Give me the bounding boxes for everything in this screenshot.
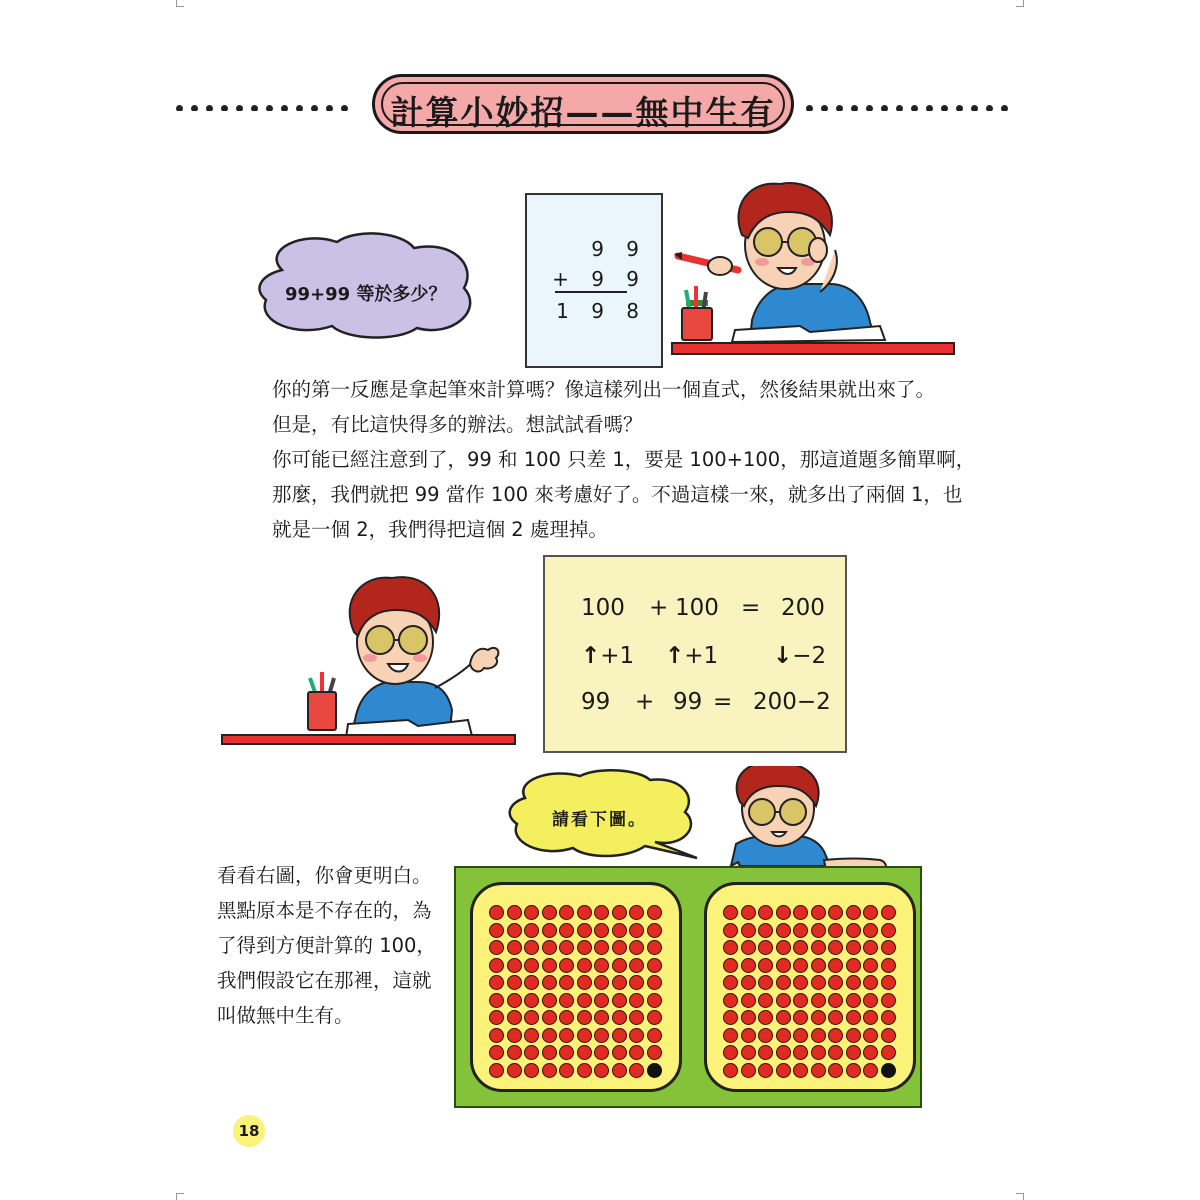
- title-dot: [221, 105, 228, 111]
- red-dot: [758, 958, 773, 973]
- red-dot: [793, 905, 808, 920]
- red-dot: [863, 923, 878, 938]
- red-dot: [758, 975, 773, 990]
- eq-r3-eq: =: [713, 689, 733, 715]
- red-dot: [863, 1010, 878, 1025]
- crop-mark: [1016, 6, 1024, 7]
- red-dot: [612, 1028, 627, 1043]
- red-dot: [594, 1010, 609, 1025]
- red-dot: [594, 975, 609, 990]
- red-dot: [723, 1010, 738, 1025]
- red-dot: [524, 958, 539, 973]
- red-dot: [758, 1063, 773, 1078]
- red-dot: [846, 923, 861, 938]
- title-dot: [911, 105, 918, 111]
- red-dot: [559, 1028, 574, 1043]
- red-dot: [594, 1045, 609, 1060]
- black-dot: [647, 1063, 662, 1078]
- red-dot: [828, 1045, 843, 1060]
- title-dot: [806, 105, 813, 111]
- arrow-down-icon: ↓: [773, 643, 793, 669]
- red-dot: [542, 923, 557, 938]
- black-dot: [881, 1063, 896, 1078]
- red-dot: [828, 1010, 843, 1025]
- red-dot: [629, 975, 644, 990]
- paragraph-line: 那麼，我們就把 99 當作 100 來考慮好了。不過這樣一來，就多出了兩個 1，也: [272, 483, 963, 506]
- red-dot: [647, 958, 662, 973]
- calc-row-2: + 9 9: [552, 267, 647, 291]
- red-dot: [594, 1028, 609, 1043]
- dot-grid: [723, 905, 896, 1078]
- eq-r3-c: 200−2: [753, 689, 831, 715]
- red-dot: [542, 1063, 557, 1078]
- red-dot: [507, 1028, 522, 1043]
- red-dot: [846, 993, 861, 1008]
- red-dot: [559, 923, 574, 938]
- eq-r1-op: +: [649, 595, 669, 621]
- red-dot: [723, 923, 738, 938]
- calc-row-1: 9 9: [591, 237, 647, 261]
- red-dot: [559, 958, 574, 973]
- title-dot: [836, 105, 843, 111]
- title-dot: [326, 105, 333, 111]
- red-dot: [793, 975, 808, 990]
- red-dot: [811, 975, 826, 990]
- side-explanation: [217, 858, 447, 1033]
- red-dot: [559, 905, 574, 920]
- crop-mark: [1023, 1193, 1024, 1200]
- red-dot: [828, 1028, 843, 1043]
- page-number: 18: [233, 1115, 265, 1147]
- red-dot: [741, 905, 756, 920]
- title-dot: [281, 105, 288, 111]
- main-paragraph: [272, 372, 976, 547]
- red-dot: [542, 905, 557, 920]
- red-dot: [629, 1045, 644, 1060]
- eq-r1-c: 200: [781, 595, 825, 621]
- red-dot: [629, 923, 644, 938]
- red-dot: [524, 975, 539, 990]
- eq-r2-a-text: +1: [600, 643, 635, 669]
- red-dot: [846, 1028, 861, 1043]
- red-dot: [723, 993, 738, 1008]
- red-dot: [577, 923, 592, 938]
- red-dot: [612, 923, 627, 938]
- red-dot: [881, 958, 896, 973]
- side-text-line: 叫做無中生有。: [217, 1004, 354, 1027]
- red-dot: [863, 958, 878, 973]
- title-dot: [176, 105, 183, 111]
- paragraph-line: 就是一個 2，我們得把這個 2 處理掉。: [272, 518, 608, 541]
- red-dot: [881, 923, 896, 938]
- red-dot: [542, 958, 557, 973]
- red-dot: [723, 940, 738, 955]
- eq-r2-c-text: −2: [792, 643, 827, 669]
- red-dot: [828, 958, 843, 973]
- red-dot: [741, 993, 756, 1008]
- red-dot: [741, 1063, 756, 1078]
- red-dot: [489, 923, 504, 938]
- red-dot: [647, 1010, 662, 1025]
- red-dot: [793, 923, 808, 938]
- title-dot: [341, 105, 348, 111]
- red-dot: [741, 1010, 756, 1025]
- red-dot: [524, 940, 539, 955]
- red-dot: [811, 1045, 826, 1060]
- red-dot: [828, 940, 843, 955]
- red-dot: [489, 1063, 504, 1078]
- title-dot: [206, 105, 213, 111]
- red-dot: [776, 1063, 791, 1078]
- red-dot: [594, 958, 609, 973]
- red-dot: [776, 975, 791, 990]
- red-dot: [846, 975, 861, 990]
- red-dot: [559, 940, 574, 955]
- red-dot: [828, 905, 843, 920]
- red-dot: [577, 1045, 592, 1060]
- red-dot: [489, 1045, 504, 1060]
- red-dot: [507, 958, 522, 973]
- red-dot: [863, 1063, 878, 1078]
- red-dot: [723, 958, 738, 973]
- red-dot: [811, 993, 826, 1008]
- eq-r1-a: 100: [581, 595, 625, 621]
- red-dot: [741, 923, 756, 938]
- crop-mark: [176, 1193, 184, 1194]
- red-dot: [723, 975, 738, 990]
- red-dot: [793, 958, 808, 973]
- red-dot: [863, 993, 878, 1008]
- red-dot: [559, 1045, 574, 1060]
- title-dot: [251, 105, 258, 111]
- red-dot: [776, 1045, 791, 1060]
- red-dot: [723, 1028, 738, 1043]
- dot-panel-right: [704, 882, 916, 1092]
- red-dot: [542, 1045, 557, 1060]
- crop-mark: [1016, 1193, 1024, 1194]
- pencil-cup: [682, 286, 712, 340]
- red-dot: [811, 923, 826, 938]
- dot-panel-left: [470, 882, 682, 1092]
- red-dot: [647, 1045, 662, 1060]
- red-dot: [776, 1028, 791, 1043]
- red-dot: [647, 1028, 662, 1043]
- red-dot: [612, 958, 627, 973]
- red-dot: [542, 1010, 557, 1025]
- red-dot: [577, 905, 592, 920]
- red-dot: [881, 1010, 896, 1025]
- red-dot: [612, 905, 627, 920]
- red-dot: [577, 1010, 592, 1025]
- pencil-cup: [308, 672, 336, 730]
- red-dot: [594, 993, 609, 1008]
- boy-character: [670, 180, 960, 360]
- title-dots-left: [176, 97, 362, 111]
- red-dot: [489, 940, 504, 955]
- red-dot: [489, 993, 504, 1008]
- red-dot: [881, 975, 896, 990]
- red-dot: [846, 940, 861, 955]
- red-dot: [723, 905, 738, 920]
- red-dot: [863, 975, 878, 990]
- red-dot: [507, 923, 522, 938]
- red-dot: [776, 958, 791, 973]
- red-dot: [612, 993, 627, 1008]
- red-dot: [647, 940, 662, 955]
- red-dot: [793, 940, 808, 955]
- page-title: 計算小妙招——無中生有: [390, 93, 776, 132]
- eq-r2-b-text: +1: [684, 643, 719, 669]
- eq-r3-op: +: [635, 689, 655, 715]
- red-dot: [793, 1063, 808, 1078]
- red-dot: [776, 905, 791, 920]
- red-dot: [846, 1063, 861, 1078]
- red-dot: [881, 1028, 896, 1043]
- red-dot: [612, 975, 627, 990]
- red-dot: [577, 1063, 592, 1078]
- red-dot: [758, 1045, 773, 1060]
- red-dot: [524, 1010, 539, 1025]
- red-dot: [524, 923, 539, 938]
- red-dot: [489, 975, 504, 990]
- title-banner: [372, 74, 794, 134]
- red-dot: [828, 923, 843, 938]
- title-dot: [191, 105, 198, 111]
- red-dot: [793, 1010, 808, 1025]
- red-dot: [542, 975, 557, 990]
- red-dot: [776, 940, 791, 955]
- red-dot: [594, 1063, 609, 1078]
- red-dot: [647, 975, 662, 990]
- title-dot: [266, 105, 273, 111]
- red-dot: [881, 993, 896, 1008]
- red-dot: [811, 1010, 826, 1025]
- red-dot: [828, 975, 843, 990]
- title-dot: [971, 105, 978, 111]
- red-dot: [741, 1028, 756, 1043]
- red-dot: [723, 1045, 738, 1060]
- red-dot: [846, 905, 861, 920]
- boy-character: [300, 560, 510, 740]
- red-dot: [828, 1063, 843, 1078]
- eq-r2-a: [581, 643, 634, 669]
- dot-board: [454, 866, 922, 1108]
- red-dot: [811, 940, 826, 955]
- red-dot: [507, 1045, 522, 1060]
- red-dot: [758, 1010, 773, 1025]
- red-dot: [594, 905, 609, 920]
- red-dot: [507, 1010, 522, 1025]
- red-dot: [758, 993, 773, 1008]
- red-dot: [811, 1028, 826, 1043]
- title-dot: [941, 105, 948, 111]
- red-dot: [629, 905, 644, 920]
- title-dots-right: [806, 97, 1024, 111]
- red-dot: [577, 958, 592, 973]
- red-dot: [758, 940, 773, 955]
- red-dot: [741, 940, 756, 955]
- red-dot: [741, 958, 756, 973]
- red-dot: [723, 1063, 738, 1078]
- red-dot: [577, 1028, 592, 1043]
- title-dot: [881, 105, 888, 111]
- red-dot: [524, 905, 539, 920]
- red-dot: [559, 993, 574, 1008]
- red-dot: [863, 1028, 878, 1043]
- red-dot: [507, 940, 522, 955]
- eq-r1-eq: =: [741, 595, 761, 621]
- red-dot: [489, 1010, 504, 1025]
- title-dot: [236, 105, 243, 111]
- red-dot: [846, 958, 861, 973]
- red-dot: [776, 993, 791, 1008]
- red-dot: [776, 923, 791, 938]
- red-dot: [629, 940, 644, 955]
- red-dot: [629, 993, 644, 1008]
- red-dot: [629, 1063, 644, 1078]
- red-dot: [828, 993, 843, 1008]
- red-dot: [647, 905, 662, 920]
- red-dot: [577, 975, 592, 990]
- red-dot: [647, 923, 662, 938]
- red-dot: [629, 958, 644, 973]
- red-dot: [811, 905, 826, 920]
- paragraph-line: 但是，有比這快得多的辦法。想試試看嗎？: [272, 413, 643, 436]
- title-dot: [866, 105, 873, 111]
- red-dot: [594, 923, 609, 938]
- red-dot: [793, 1045, 808, 1060]
- crop-mark: [176, 6, 184, 7]
- side-text-line: 看看右圖，你會更明白。: [217, 864, 432, 887]
- arrow-up-icon: ↑: [581, 643, 601, 669]
- eq-r3-a: 99: [581, 689, 611, 715]
- red-dot: [524, 1063, 539, 1078]
- red-dot: [776, 1010, 791, 1025]
- red-dot: [811, 958, 826, 973]
- red-dot: [507, 993, 522, 1008]
- red-dot: [489, 958, 504, 973]
- red-dot: [629, 1028, 644, 1043]
- equation-board: [543, 555, 847, 753]
- red-dot: [489, 905, 504, 920]
- red-dot: [741, 1045, 756, 1060]
- red-dot: [489, 1028, 504, 1043]
- side-text-line: 了得到方便計算的 100，: [217, 934, 436, 957]
- paragraph-line: 你可能已經注意到了，99 和 100 只差 1，要是 100+100，那這道題多簡單啊，: [272, 448, 976, 471]
- red-dot: [559, 1010, 574, 1025]
- red-dot: [612, 1063, 627, 1078]
- red-dot: [612, 1045, 627, 1060]
- title-dot: [296, 105, 303, 111]
- desk-top: [671, 342, 955, 355]
- red-dot: [811, 1063, 826, 1078]
- crop-mark: [176, 1193, 177, 1200]
- title-dot: [926, 105, 933, 111]
- red-dot: [594, 940, 609, 955]
- eq-r1-b: 100: [675, 595, 719, 621]
- red-dot: [507, 905, 522, 920]
- red-dot: [741, 975, 756, 990]
- question-text: 99+99 等於多少？: [285, 284, 447, 305]
- red-dot: [507, 1063, 522, 1078]
- red-dot: [863, 940, 878, 955]
- calc-underline: [555, 291, 627, 293]
- red-dot: [612, 1010, 627, 1025]
- red-dot: [577, 993, 592, 1008]
- red-dot: [542, 940, 557, 955]
- red-dot: [507, 975, 522, 990]
- red-dot: [846, 1045, 861, 1060]
- red-dot: [863, 905, 878, 920]
- red-dot: [577, 940, 592, 955]
- eq-r2-b: [665, 643, 718, 669]
- title-dot: [896, 105, 903, 111]
- red-dot: [524, 1045, 539, 1060]
- red-dot: [758, 905, 773, 920]
- red-dot: [629, 1010, 644, 1025]
- red-dot: [793, 1028, 808, 1043]
- paragraph-line: 你的第一反應是拿起筆來計算嗎？像這樣列出一個直式，然後結果就出來了。: [272, 378, 936, 401]
- red-dot: [881, 1045, 896, 1060]
- title-dot: [986, 105, 993, 111]
- red-dot: [542, 993, 557, 1008]
- side-text-line: 我們假設它在那裡，這就: [217, 969, 432, 992]
- red-dot: [881, 905, 896, 920]
- red-dot: [793, 993, 808, 1008]
- eq-r2-c: [773, 643, 826, 669]
- look-text: 請看下圖。: [552, 810, 647, 830]
- red-dot: [758, 1028, 773, 1043]
- red-dot: [524, 993, 539, 1008]
- red-dot: [559, 1063, 574, 1078]
- red-dot: [881, 940, 896, 955]
- red-dot: [846, 1010, 861, 1025]
- arrow-up-icon: ↑: [665, 643, 685, 669]
- desk-top: [221, 734, 516, 745]
- title-dot: [311, 105, 318, 111]
- title-dot: [851, 105, 858, 111]
- red-dot: [524, 1028, 539, 1043]
- title-dot: [1001, 105, 1008, 111]
- vertical-calculation-sheet: [525, 193, 663, 368]
- title-dot: [821, 105, 828, 111]
- title-dot: [956, 105, 963, 111]
- side-text-line: 黑點原本是不存在的，為: [217, 899, 432, 922]
- red-dot: [758, 923, 773, 938]
- red-dot: [612, 940, 627, 955]
- red-dot: [647, 993, 662, 1008]
- dot-grid: [489, 905, 662, 1078]
- red-dot: [542, 1028, 557, 1043]
- red-dot: [559, 975, 574, 990]
- calc-result: 1 9 8: [556, 299, 647, 323]
- eq-r3-b: 99: [673, 689, 703, 715]
- red-dot: [863, 1045, 878, 1060]
